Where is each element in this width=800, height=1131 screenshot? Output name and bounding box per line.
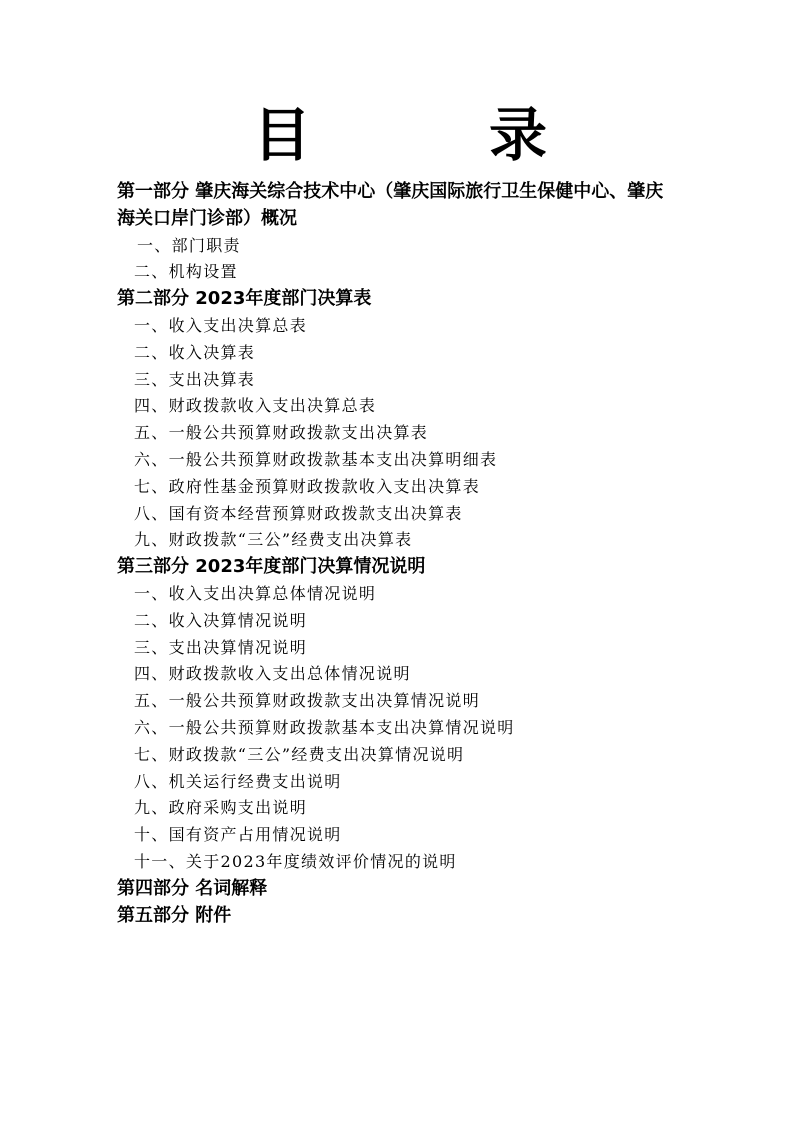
toc-part-5-heading: 第五部分 附件: [117, 904, 232, 926]
toc-item: 四、财政拨款收入支出总体情况说明: [134, 664, 411, 684]
toc-item: 七、财政拨款“三公”经费支出决算情况说明: [134, 744, 465, 764]
toc-item: 八、机关运行经费支出说明: [134, 771, 342, 791]
toc-item: 七、政府性基金预算财政拨款收入支出决算表: [134, 476, 481, 496]
toc-item: 八、国有资本经营预算财政拨款支出决算表: [134, 503, 463, 523]
toc-item: 十、国有资产占用情况说明: [134, 825, 342, 845]
toc-part-3-heading: 第三部分 2023年度部门决算情况说明: [117, 556, 426, 578]
toc-part-1-heading-cont: 海关口岸门诊部）概况: [117, 207, 297, 229]
toc-item: 五、一般公共预算财政拨款支出决算表: [134, 423, 429, 443]
toc-item: 二、机构设置: [134, 262, 238, 282]
toc-item: 三、支出决算表: [134, 369, 256, 389]
toc-item: 一、收入支出决算总体情况说明: [134, 583, 377, 603]
toc-item: 二、收入决算表: [134, 342, 256, 362]
toc-item: 一、部门职责: [137, 235, 241, 255]
toc-item: 五、一般公共预算财政拨款支出决算情况说明: [134, 691, 481, 711]
toc-part-4-heading: 第四部分 名词解释: [117, 877, 268, 899]
toc-item: 六、一般公共预算财政拨款基本支出决算情况说明: [134, 717, 515, 737]
table-of-contents: [117, 179, 717, 929]
toc-item: 四、财政拨款收入支出决算总表: [134, 396, 377, 416]
toc-item: 三、支出决算情况说明: [134, 637, 308, 657]
toc-part-1-heading: 第一部分 肇庆海关综合技术中心（肇庆国际旅行卫生保健中心、肇庆: [117, 181, 664, 202]
toc-item: 一、收入支出决算总表: [134, 315, 308, 335]
toc-item: 二、收入决算情况说明: [134, 610, 308, 630]
toc-item: 十一、关于2023年度绩效评价情况的说明: [134, 851, 457, 871]
page-title: 目 录: [252, 101, 607, 169]
toc-item: 六、一般公共预算财政拨款基本支出决算明细表: [134, 449, 498, 469]
toc-item: 九、政府采购支出说明: [134, 798, 308, 818]
toc-part-2-heading: 第二部分 2023年度部门决算表: [117, 288, 372, 310]
toc-item: 九、财政拨款“三公”经费支出决算表: [134, 530, 413, 550]
